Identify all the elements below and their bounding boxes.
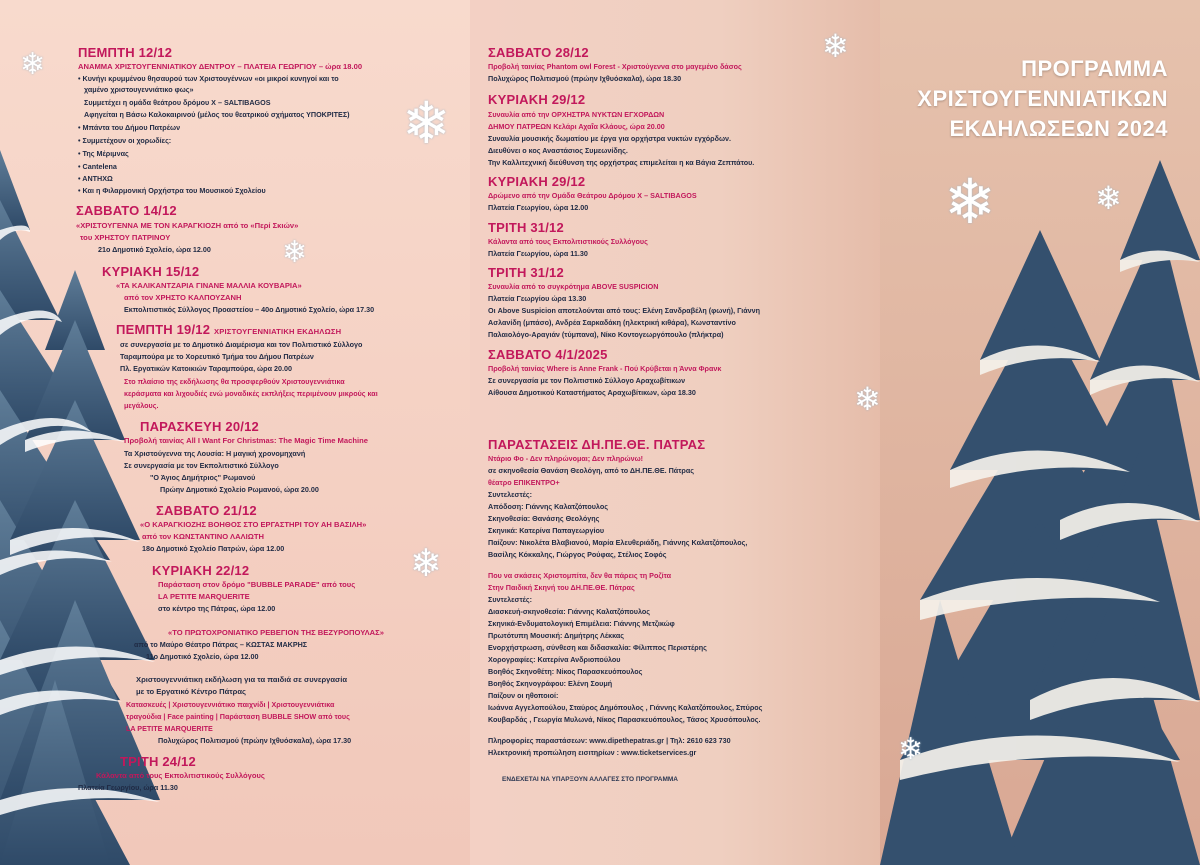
event-line: «ΧΡΙΣΤΟΥΓΕΝΝΑ ΜΕ ΤΟΝ ΚΑΡΑΓΚΙΟΖΗ από το «Περί Σκιών»	[76, 221, 299, 230]
event-line: 21ο Δημοτικό Σχολείο, ώρα 12.00	[98, 245, 211, 254]
event-line: Παίζουν οι ηθοποιοί:	[488, 691, 559, 700]
title-line-1: ΠΡΟΓΡΑΜΜΑ	[1021, 56, 1168, 81]
event-line: Συναυλία μουσικής δωματίου με έργα για ορχήστρα νυκτών εγχόρδων.	[488, 134, 732, 143]
event-line: Στην Παιδική Σκηνή του ΔΗ.ΠΕ.ΘΕ. Πάτρας	[488, 583, 635, 592]
event-line: Πολυχώρος Πολιτισμού (πρώην Ιχθυόσκαλα), ώρα 17.30	[158, 736, 352, 745]
event-line: Συντελεστές:	[488, 490, 533, 499]
event-line: Βασίλης Κόκκαλης, Γιώργος Ρούφας, Στέλιος Σοφός	[488, 550, 667, 559]
snowflake-icon: ❄	[20, 48, 46, 81]
event-line: Μπάντα του Δήμου Πατρέων	[82, 123, 181, 132]
info-line: Πληροφορίες παραστάσεων: www.dipethepatras.gr | Τηλ: 2610 623 730	[488, 736, 731, 745]
event-line: «Ο ΚΑΡΑΓΚΙΟΖΗΣ ΒΟΗΘΟΣ ΣΤΟ ΕΡΓΑΣΤΗΡΙ ΤΟΥ ΑΗ ΒΑΣΙΛΗ»	[140, 520, 367, 529]
event-line: Σε συνεργασία με τον Πολιτιστικό Σύλλογο Αραχωβίτικων	[488, 376, 686, 385]
event-heading: ΣΑΒΒΑΤΟ 21/12	[156, 503, 257, 518]
event-line: Τα Χριστούγεννα της Λουσία: Η μαγική χρονομηχανή	[124, 449, 306, 458]
bullet-icon: •	[78, 74, 81, 83]
event-heading: ΣΑΒΒΑΤΟ 28/12	[488, 45, 589, 60]
event-line: Πλατεία Γεωργίου, ώρα 12.00	[488, 203, 589, 212]
event-line: Συναυλία από την ΟΡΧΗΣΤΡΑ ΝΥΚΤΩΝ ΕΓΧΟΡΔΩΝ	[488, 110, 665, 119]
event-line: Πλατεία Γεωργίου, ώρα 11.30	[78, 783, 178, 792]
event-line: Αίθουσα Δημοτικού Καταστήματος Αραχωβίτικων, ώρα 18.30	[488, 388, 696, 397]
event-line: σε σκηνοθεσία Θανάση Θεολόγη, από το ΔΗ.ΠΕ.ΘΕ. Πάτρας	[488, 466, 695, 475]
event-line: Πλ. Εργατικών Κατοικιών Ταραμπούρα, ώρα 20.00	[120, 364, 292, 373]
snowflake-icon: ❄	[282, 236, 308, 269]
event-line: Παράσταση στον δρόμο "BUBBLE PARADE" από τους	[158, 580, 356, 589]
event-line: τραγούδια | Face painting | Παράσταση BUBBLE SHOW από τους	[126, 712, 350, 721]
event-line: κεράσματα και λιχουδιές ενώ μοναδικές εκπλήξεις περιμένουν μικρούς και	[124, 389, 378, 398]
event-heading: ΚΥΡΙΑΚΗ 22/12	[152, 563, 250, 578]
event-line: «ΤΑ ΚΑΛΙΚΑΝΤΖΑΡΙΑ ΓΙΝΑΝΕ ΜΑΛΛΙΑ ΚΟΥΒΑΡΙΑ»	[116, 281, 302, 290]
snowflake-icon: ❄	[402, 91, 451, 156]
event-line: Πλατεία Γεωργίου, ώρα 11.30	[488, 249, 588, 258]
event-line: Προβολή ταινίας All I Want For Christmas: The Magic Time Machine	[124, 436, 368, 445]
bullet-item	[78, 186, 266, 197]
bullet-icon: •	[78, 186, 81, 195]
snowflake-icon: ❄	[854, 381, 881, 417]
bullet-icon: •	[78, 149, 81, 158]
event-line: Πρωτότυπη Μουσική: Δημήτρης Λέκκας	[488, 631, 625, 640]
event-line: Οι Above Suspicion αποτελούνται από τους: Ελένη Σανδραβέλη (φωνή), Γιάννη	[488, 306, 760, 315]
event-line: Συντελεστές:	[488, 595, 533, 604]
event-line: χαμένο χριστουγεννιάτικο φως»	[84, 85, 194, 94]
event-line: LA PETITE MARQUERITE	[158, 592, 250, 601]
event-line: 18ο Δημοτικό Σχολείο Πατρών, ώρα 12.00	[142, 544, 285, 553]
info-line: Ηλεκτρονική προπώληση εισιτηρίων : www.ticketservices.gr	[488, 748, 697, 757]
event-heading: ΤΡΙΤΗ 31/12	[488, 220, 564, 235]
event-line: Βοηθός Σκηνοθέτη: Νίκος Παρασκευόπουλος	[488, 667, 643, 676]
event-line: θέατρο ΕΠΙΚΕΝΤΡΟ+	[488, 478, 560, 487]
event-heading	[116, 322, 341, 337]
event-line: Που να σκάσεις Χριστομπίτα, δεν θα πάρεις τη Ροζίτα	[488, 571, 672, 580]
event-heading: ΣΑΒΒΑΤΟ 14/12	[76, 203, 177, 218]
event-line: Βοηθός Σκηνογράφου: Ελένη Σουμή	[488, 679, 613, 688]
event-line: Ασλανίδη (μπάσο), Ανδρέα Σαρκαδάκη (ηλεκτρική κιθάρα), Κωνσταντίνο	[488, 318, 736, 327]
bullet-icon: •	[78, 136, 81, 145]
event-line: Συμμετέχει η ομάδα θεάτρου δρόμου Χ – SALTIBAGOS	[84, 98, 271, 107]
event-line: Παίζουν: Νικολέτα Βλαβιανού, Μαρία Ελευθεριάδη, Γιάννης Καλατζόπουλος,	[488, 538, 748, 547]
event-line: Κάλαντα από τους Εκπολιτιστικούς Συλλόγους	[96, 771, 265, 780]
event-line: Στο πλαίσιο της εκδήλωσης θα προσφερθούν Χριστουγεννιάτικα	[124, 377, 345, 386]
bullet-icon: •	[78, 123, 81, 132]
snowflake-icon: ❄	[944, 168, 996, 237]
bullet-item	[78, 123, 180, 134]
event-line: Ενορχήστρωση, σύνθεση και διδασκαλία: Φίλιππος Περιστέρης	[488, 643, 707, 652]
event-line: Παλαιολόγο-Αραγιάν (τύμπανα), Νίκο Κοντογεωργόπουλο (πλήκτρα)	[488, 330, 724, 339]
event-line: Κατασκευές | Χριστουγεννιάτικο παιχνίδι | Χριστουγεννιάτικα	[126, 700, 335, 709]
event-line: Αφηγείται η Βάσω Καλοκαιρινού (μέλος του θεατρικού σχήματος ΥΠΟΚΡΙΤΕΣ)	[84, 110, 350, 119]
section-heading: ΠΑΡΑΣΤΑΣΕΙΣ ΔΗ.ΠΕ.ΘΕ. ΠΑΤΡΑΣ	[488, 437, 706, 452]
event-line: Ντάριο Φο - Δεν πληρώνομαι; Δεν πληρώνω!	[488, 454, 644, 463]
bullet-item	[78, 174, 113, 185]
snowflake-icon: ❄	[898, 733, 924, 766]
event-line: Διασκευή-σκηνοθεσία: Γιάννης Καλατζόπουλος	[488, 607, 651, 616]
event-line: Και η Φιλαρμονική Ορχήστρα του Μουσικού Σχολείου	[82, 186, 266, 195]
event-line: Σκηνικά-Ενδυματολογική Επιμέλεια: Γιάννης Μετζικώφ	[488, 619, 675, 628]
event-line: Ταραμπούρα με το Χορευτικό Τμήμα του Δήμου Πατρέων	[120, 352, 314, 361]
event-line: Πλατεία Γεωργίου ώρα 13.30	[488, 294, 587, 303]
event-heading: ΚΥΡΙΑΚΗ 29/12	[488, 92, 586, 107]
event-heading: ΤΡΙΤΗ 24/12	[120, 754, 196, 769]
event-line: «ΤΟ ΠΡΩΤΟΧΡΟΝΙΑΤΙΚΟ ΡΕΒΕΓΙΟΝ ΤΗΣ ΒΕΖΥΡΟΠΟΥΛΑΣ»	[168, 628, 384, 637]
changes-note: ΕΝΔΕΧΕΤΑΙ ΝΑ ΥΠΑΡΞΟΥΝ ΑΛΛΑΓΕΣ ΣΤΟ ΠΡΟΓΡΑΜΜΑ	[502, 776, 678, 783]
event-heading: ΚΥΡΙΑΚΗ 15/12	[102, 264, 200, 279]
event-date: ΠΕΜΠΤΗ 19/12	[116, 322, 211, 337]
event-line: ΔΗΜΟΥ ΠΑΤΡΕΩΝ Κελάρι Αχαΐα Κλάους, ώρα 20.00	[488, 122, 665, 131]
event-line: ΑΝΤΗΧΩ	[82, 174, 113, 183]
event-subtitle: ΧΡΙΣΤΟΥΓΕΝΝΙΑΤΙΚΗ ΕΚΔΗΛΩΣΗ	[213, 327, 342, 336]
event-line: Προβολή ταινίας Phantom owl Forest - Χριστούγεννα στο μαγεμένο δάσος	[488, 62, 742, 71]
event-line: Δρώμενο από την Ομάδα Θεάτρου Δρόμου Χ – SALTIBAGOS	[488, 191, 697, 200]
bullet-item	[78, 136, 171, 147]
event-line: Συμμετέχουν οι χορωδίες:	[82, 136, 172, 145]
event-line: μεγάλους.	[124, 401, 159, 410]
event-line: Εκπολιτιστικός Σύλλογος Προαστείου – 40ο Δημοτικό Σχολείο, ώρα 17.30	[124, 305, 375, 314]
event-line: Απόδοση: Γιάννης Καλατζόπουλος	[488, 502, 608, 511]
title-line-2: ΧΡΙΣΤΟΥΓΕΝΝΙΑΤΙΚΩΝ	[917, 86, 1168, 111]
event-line: Χορογραφίες: Κατερίνα Ανδριοπούλου	[488, 655, 621, 664]
event-line: Συναυλία από το συγκρότημα ABOVE SUSPICION	[488, 282, 659, 291]
event-line: Ιωάννα Αγγελοπούλου, Σταύρος Δημόπουλος , Γιάννης Καλατζόπουλος, Σπύρος	[488, 703, 763, 712]
event-line: Σε συνεργασία με τον Εκπολιτιστικό Σύλλογο	[124, 461, 279, 470]
event-line: Διευθύνει ο κος Αναστάσιος Συμεωνίδης.	[488, 146, 628, 155]
bullet-item	[78, 74, 339, 85]
event-line: Κάλαντα από τους Εκπολιτιστικούς Συλλόγους	[488, 237, 648, 246]
event-line: ΑΝΑΜΜΑ ΧΡΙΣΤΟΥΓΕΝΝΙΑΤΙΚΟΥ ΔΕΝΤΡΟΥ – ΠΛΑΤΕΙΑ ΓΕΩΡΓΙΟΥ – ώρα 18.00	[78, 62, 363, 71]
event-line: σε συνεργασία με το Δημοτικό Διαμέρισμα και τον Πολιτιστικό Σύλλογο	[120, 340, 363, 349]
snowflake-icon: ❄	[410, 543, 442, 585]
event-heading: ΠΕΜΠΤΗ 12/12	[78, 45, 173, 60]
event-line: LA PETITE MARQUERITE	[126, 724, 213, 733]
event-line: Σκηνοθεσία: Θανάσης Θεολόγης	[488, 514, 600, 523]
program-title	[917, 54, 1168, 144]
event-line: Πολυχώρος Πολιτισμού (πρώην Ιχθυόσκαλα), ώρα 18.30	[488, 74, 682, 83]
event-line: "Ο Άγιος Δημήτριος" Ρωμανού	[150, 473, 256, 482]
event-line: από τον ΧΡΗΣΤΟ ΚΑΛΠΟΥΖΑΝΗ	[124, 293, 242, 302]
event-line: Κυνήγι κρυμμένου θησαυρού των Χριστουγέννων «οι μικροί κυνηγοί και το	[82, 74, 339, 83]
event-line: Cantelena	[82, 162, 117, 171]
event-line: του ΧΡΗΣΤΟΥ ΠΑΤΡΙΝΟΥ	[80, 233, 171, 242]
event-line: από τον ΚΩΝΣΤΑΝΤΙΝΟ ΛΑΛΙΩΤΗ	[142, 532, 264, 541]
event-line: 11ο Δημοτικό Σχολείο, ώρα 12.00	[146, 652, 259, 661]
event-line: Κουβαρδάς , Γεωργία Μυλωνά, Νίκος Παρασκευόπουλος, Τάσος Χρυσόπουλος.	[488, 715, 761, 724]
bullet-icon: •	[78, 162, 81, 171]
event-line: Σκηνικά: Κατερίνα Παπαγεωργίου	[488, 526, 605, 535]
event-line: στο κέντρο της Πάτρας, ώρα 12.00	[158, 604, 276, 613]
event-line: Προβολή ταινίας Where is Anne Frank - Πού Κρύβεται η Άννα Φρανκ	[488, 364, 722, 373]
title-line-3: ΕΚΔΗΛΩΣΕΩΝ 2024	[949, 116, 1168, 141]
event-line: Πρώην Δημοτικό Σχολείο Ρωμανού, ώρα 20.00	[160, 485, 319, 494]
bullet-item	[78, 149, 129, 160]
event-line: με το Εργατικό Κέντρο Πάτρας	[136, 687, 246, 696]
event-line: από το Μαύρο Θέατρο Πάτρας – ΚΩΣΤΑΣ ΜΑΚΡΗΣ	[134, 640, 308, 649]
event-line: Της Μέριμνας	[82, 149, 129, 158]
event-heading: ΠΑΡΑΣΚΕΥΗ 20/12	[140, 419, 259, 434]
event-heading: ΣΑΒΒΑΤΟ 4/1/2025	[488, 347, 608, 362]
event-heading: ΚΥΡΙΑΚΗ 29/12	[488, 174, 586, 189]
snowflake-icon: ❄	[822, 28, 849, 64]
snowflake-icon: ❄	[1095, 180, 1122, 216]
bullet-icon: •	[78, 174, 81, 183]
bullet-item	[78, 162, 117, 173]
event-line: Την Καλλιτεχνική διεύθυνση της ορχήστρας επιμελείται η κα Βάγια Ζεππάτου.	[488, 158, 755, 167]
event-line: Χριστουγεννιάτικη εκδήλωση για τα παιδιά σε συνεργασία	[136, 675, 348, 684]
event-heading: ΤΡΙΤΗ 31/12	[488, 265, 564, 280]
